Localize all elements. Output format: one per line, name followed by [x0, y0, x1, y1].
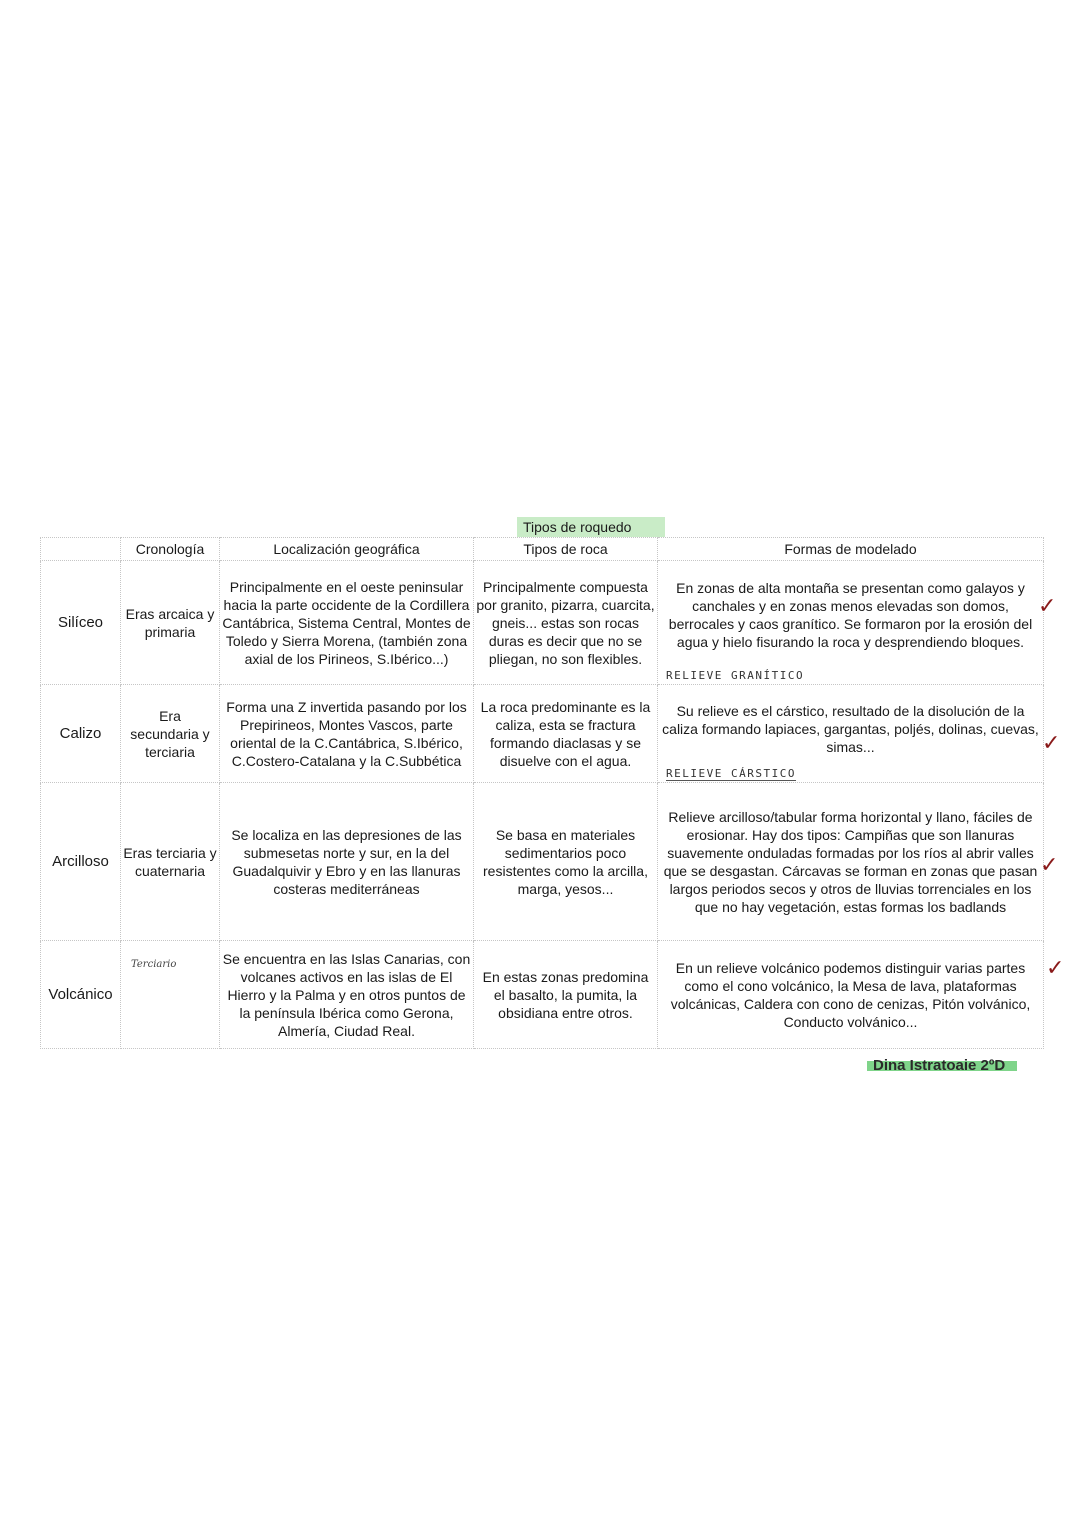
cell-formas-modelado: En un relieve volcánico podemos distinguir varias partes como el cono volcánico, la Mesa de lava, plataformas volcánicas, Caldera con cono de cenizas, Pitón volvánico, Conducto volvánico...	[658, 941, 1044, 1049]
cell-localizacion: Principalmente en el oeste peninsular hacia la parte occidente de la Cordillera Cantábrica, Sistema Central, Montes de Toledo y Sierra Morena, (también zona axial de los Pirineos, S.Ibérico...)	[220, 561, 474, 685]
rock-types-sheet	[40, 512, 1043, 1060]
header-formas-modelado: Formas de modelado	[658, 538, 1044, 561]
header-corner	[41, 538, 121, 561]
handwritten-note-text: RELIEVE CÁRSTICO	[666, 767, 796, 780]
header-tipos-roca: Tipos de roca	[474, 538, 658, 561]
handwritten-note: RELIEVE GRANÍTICO	[666, 669, 805, 682]
cell-cronologia: Eras terciaria y cuaternaria	[121, 783, 220, 941]
check-mark-icon: ✓	[1042, 731, 1061, 756]
check-mark-icon: ✓	[1046, 956, 1065, 981]
cell-tipos-roca: En estas zonas predomina el basalto, la pumita, la obsidiana entre otros.	[474, 941, 658, 1049]
check-mark-icon: ✓	[1038, 594, 1057, 619]
author-name: Dina Istratoaie 2ºD	[873, 1058, 1006, 1071]
cell-cronologia: Era secundaria y terciaria	[121, 685, 220, 783]
cell-cronologia: Eras arcaica y primaria	[121, 561, 220, 685]
cell-formas-modelado: Relieve arcilloso/tabular forma horizontal y llano, fáciles de erosionar. Hay dos tipos: Campiñas que son llanuras suavemente onduladas formadas por los ríos al abrir valles que se desgastan. Cárcavas se forman en zonas que pasan largos periodos secos y otros de lluvias torrenciales en los que no hay vegetación, estas formas los badlands	[658, 783, 1044, 941]
cell-tipos-roca: Principalmente compuesta por granito, pizarra, cuarcita, gneis... estas son rocas duras es decir que no se pliegan, no son flexibles.	[474, 561, 658, 685]
check-mark-icon: ✓	[1040, 853, 1059, 878]
table-row-arcilloso	[41, 783, 1044, 941]
header-row	[41, 538, 1044, 561]
cell-tipos-roca: Se basa en materiales sedimentarios poco resistentes como la arcilla, marga, yesos...	[474, 783, 658, 941]
cell-tipos-roca: La roca predominante es la caliza, esta se fractura formando diaclasas y se disuelve con el agua.	[474, 685, 658, 783]
table-row-siliceo	[41, 561, 1044, 685]
table-title: Tipos de roquedo	[517, 517, 665, 537]
author-tag	[867, 1058, 1027, 1071]
row-label: Calizo	[41, 685, 121, 783]
cell-localizacion: Se encuentra en las Islas Canarias, con volcanes activos en las islas de El Hierro y la Palma y en otros puntos de la península Ibérica como Gerona, Almería, Ciudad Real.	[220, 941, 474, 1049]
cell-localizacion: Se localiza en las depresiones de las submesetas norte y sur, en la del Guadalquivir y Ebro y en las llanuras costeras mediterráneas	[220, 783, 474, 941]
header-localizacion: Localización geográfica	[220, 538, 474, 561]
modelado-text: Su relieve es el cárstico, resultado de la disolución de la caliza formando lapiaces, gargantas, poljés, dolinas, cuevas, simas...	[662, 702, 1039, 755]
row-label: Silíceo	[41, 561, 121, 685]
cell-localizacion: Forma una Z invertida pasando por los Prepirineos, Montes Vascos, parte oriental de la C.Cantábrica, S.Ibérico, C.Costero-Catalana y la C.Subbética	[220, 685, 474, 783]
row-label: Arcilloso	[41, 783, 121, 941]
cell-cronologia	[121, 941, 220, 1049]
cell-formas-modelado	[658, 685, 1044, 783]
rock-types-table	[40, 537, 1044, 1049]
table-row-calizo	[41, 685, 1044, 783]
handwritten-note	[666, 768, 796, 780]
handwritten-cronologia-note: Terciario	[131, 959, 177, 970]
row-label: Volcánico	[41, 941, 121, 1049]
cell-formas-modelado	[658, 561, 1044, 685]
modelado-text: En zonas de alta montaña se presentan como galayos y canchales y en zonas menos elevadas son domos, berrocales y caos granítico. Se formaron por la erosión del agua y hielo fisurando la roca y desprendiendo bloques.	[668, 579, 1033, 650]
table-row-volcanico	[41, 941, 1044, 1049]
header-cronologia: Cronología	[121, 538, 220, 561]
